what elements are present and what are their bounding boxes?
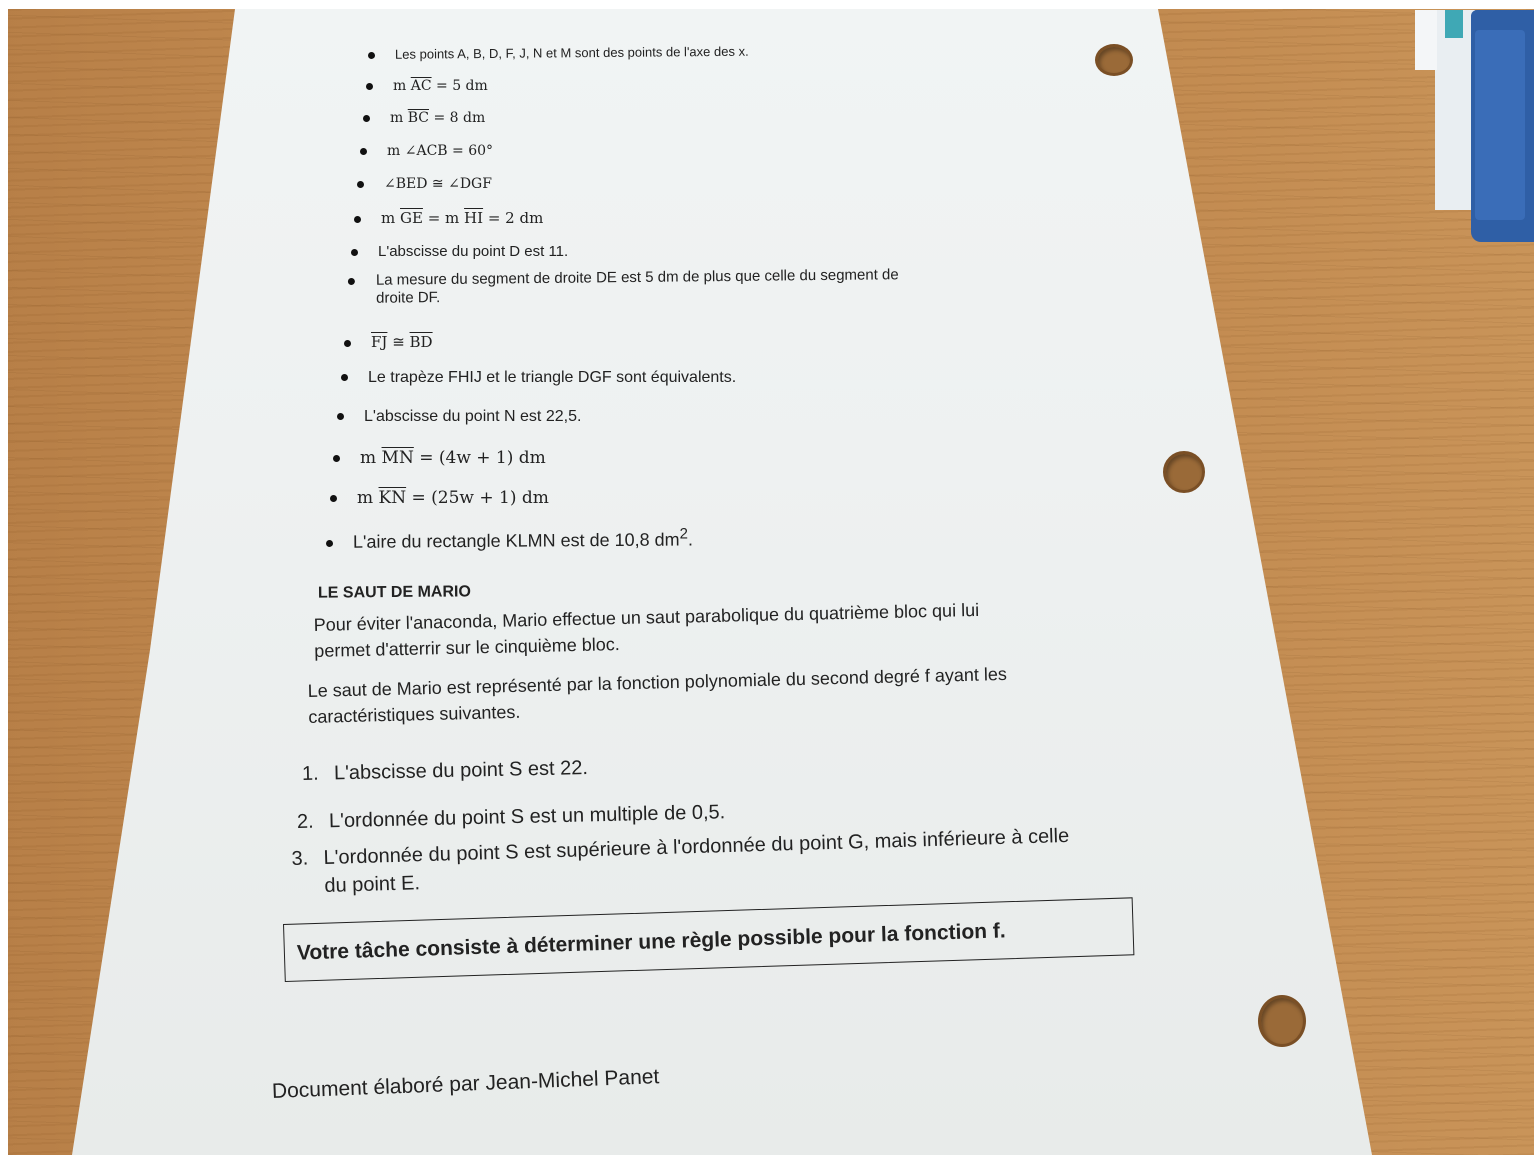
bullet-item: m $\overline{KN} = (25w + 1)$ dm [330, 488, 549, 508]
paragraph-intro: Pour éviter l'anaconda, Mario effectue un saut parabolique du quatrième bloc qui lui permet d'atterrir sur le cinquième bloc. [313, 599, 980, 661]
bullet-item: m $\overline{BC} = 8$ dm [363, 110, 485, 126]
task-box [283, 897, 1134, 982]
bullet-item: Le trapèze FHIJ et le triangle DGF sont équivalents. [341, 369, 736, 387]
bullet-icon [366, 83, 373, 90]
paragraph-function: Le saut de Mario est représenté par la fonction polynomiale du second degré f ayant les caractéristiques suivantes. [307, 663, 1008, 727]
list-item: 1. L'abscisse du point S est 22. [301, 757, 589, 785]
bullet-item: m ∠ACB = 60° [360, 143, 493, 159]
bullet-icon [337, 413, 344, 420]
list-item: 2. L'ordonnée du point S est un multiple de 0,5. [296, 801, 726, 833]
bullet-icon [351, 249, 358, 256]
bullet-icon [357, 181, 364, 188]
document-footer: Document élaboré par Jean-Michel Panet [271, 1065, 660, 1103]
bullet-icon [363, 115, 370, 122]
bullet-item: $\overline{FJ}$ ≅ $\overline{BD}$ [344, 333, 433, 351]
bullet-icon [333, 455, 340, 462]
bullet-icon [348, 278, 355, 285]
bullet-icon [326, 540, 333, 547]
section-title: LE SAUT DE MARIO [317, 583, 471, 602]
bullet-item: La mesure du segment de droite DE est 5 dm de plus que celle du segment de droite DF. [348, 265, 1048, 308]
list-item: 3. L'ordonnée du point S est supérieure à l'ordonnée du point G, mais inférieure à celle du point E. [291, 824, 1070, 898]
bullet-icon [341, 374, 348, 381]
bullet-icon [368, 52, 375, 59]
bullet-item: m $\overline{AC} = 5$ dm [366, 78, 488, 94]
bullet-icon [360, 148, 367, 155]
bullet-item: m $\overline{MN} = (4w + 1)$ dm [333, 448, 546, 468]
bullet-item: L'abscisse du point D est 11. [351, 243, 568, 260]
bullet-icon [330, 495, 337, 502]
bullet-item: L'aire du rectangle KLMN est de 10,8 $dm^2$. [326, 525, 693, 553]
bullet-icon [344, 340, 351, 347]
bullet-item: ∠BED ≅ ∠DGF [357, 176, 492, 192]
bullet-item: m $\overline{GE} = m$ $\overline{HI} = 2$ dm [354, 209, 543, 227]
bullet-item: L'abscisse du point N est 22,5. [337, 408, 581, 426]
bullet-item: Les points A, B, D, F, J, N et M sont des points de l'axe des x. [368, 44, 749, 62]
task-text: Votre tâche consiste à déterminer une règle possible pour la fonction f. [296, 919, 1007, 965]
bullet-icon [354, 216, 361, 223]
